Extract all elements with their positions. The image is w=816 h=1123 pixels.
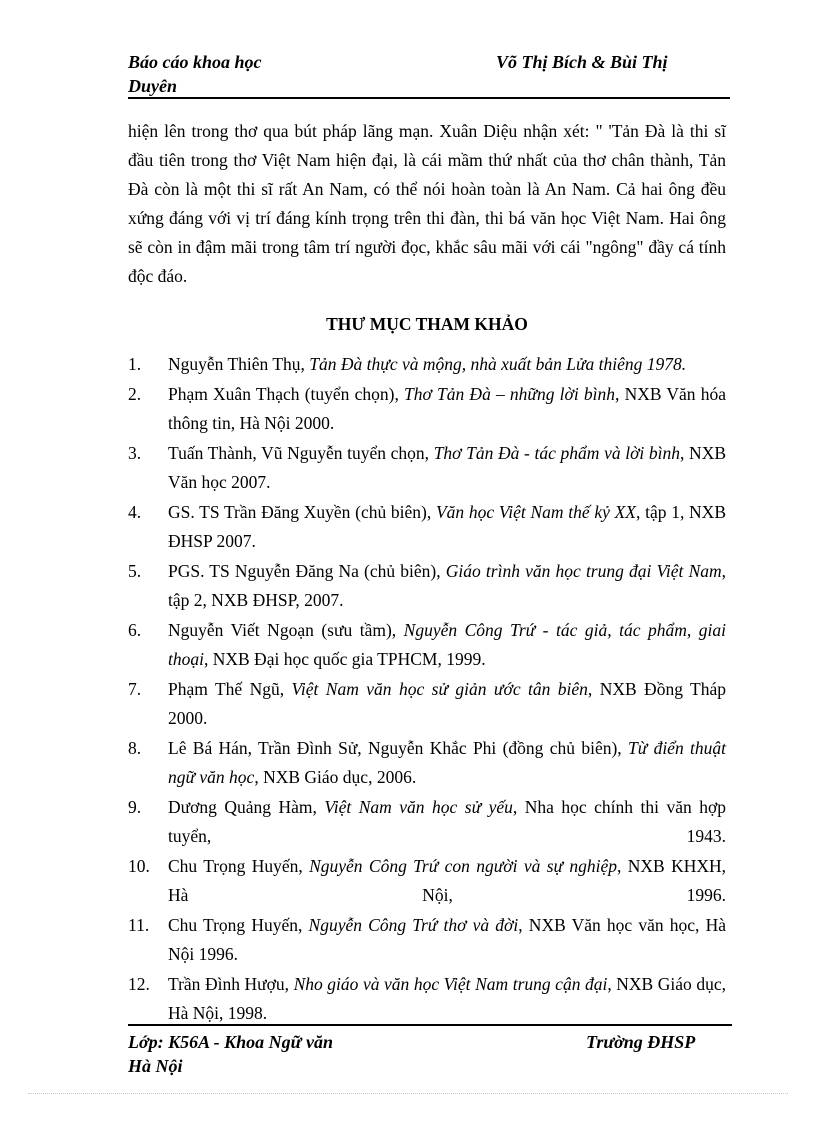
reference-number: 5. <box>128 561 142 581</box>
reference-title: Văn học Việt Nam thế kỷ XX <box>435 502 636 522</box>
reference-author: Nguyễn Viết Ngoạn (sưu tầm), <box>168 620 404 640</box>
reference-item <box>128 557 726 615</box>
reference-number: 7. <box>128 679 142 699</box>
reference-title: Nguyễn Công Trứ - tác giả, tác phẩm, giai thoại <box>168 620 727 669</box>
reference-author: Chu Trọng Huyến, <box>168 856 310 876</box>
reference-number: 2. <box>128 384 142 404</box>
reference-title: Việt Nam văn học sử giản ước tân biên <box>291 679 588 699</box>
reference-title: Từ điển thuật ngữ văn học <box>168 738 726 787</box>
reference-item <box>128 616 726 674</box>
body-paragraph: hiện lên trong thơ qua bút pháp lãng mạn. Xuân Diệu nhận xét: " 'Tản Đà là thi sĩ đầu tiên trong thơ Việt Nam hiện đại, là cái mầm thứ nhất của thơ chân thành, Tản Đà còn là một thi sĩ rất An Nam, có thể nói hoàn toàn là An Nam. Cả hai ông đều xứng đáng với vị trí đáng kính trọng trên thi đàn, thi bá văn học Việt Nam. Hai ông sẽ còn in đậm mãi trong tâm trí người đọc, khắc sâu mãi với cái "ngông" đầy cá tính độc đáo. <box>128 121 726 286</box>
reference-author: Dương Quảng Hàm, <box>168 797 325 817</box>
footer-divider <box>128 1024 732 1026</box>
reference-item <box>128 911 726 969</box>
reference-author: Phạm Thế Ngũ, <box>168 679 292 699</box>
reference-publisher: , NXB Văn học văn học, Hà Nội 1996. <box>168 915 726 964</box>
reference-author: PGS. TS Nguyễn Đăng Na (chủ biên), <box>168 561 446 581</box>
reference-publisher: , tập 1, NXB ĐHSP 2007. <box>168 502 726 551</box>
reference-item <box>128 675 726 733</box>
reference-publisher: , NXB Văn hóa thông tin, Hà Nội 2000. <box>168 384 726 433</box>
header-divider <box>128 97 730 99</box>
header-authors-continuation: Duyên <box>128 76 177 96</box>
reference-publisher: , NXB Đại học quốc gia TPHCM, 1999. <box>203 649 486 669</box>
reference-item <box>128 852 726 910</box>
reference-title: Nho giáo và văn học Việt Nam trung cận đại <box>293 974 608 994</box>
header-report-title: Báo cáo khoa học <box>128 52 262 72</box>
reference-publisher: , NXB Văn học 2007. <box>168 443 727 492</box>
reference-publisher: , NXB Giáo dục, Hà Nội, 1998. <box>168 974 726 1023</box>
reference-item <box>128 350 726 379</box>
reference-author: Tuấn Thành, Vũ Nguyễn tuyển chọn, <box>168 443 434 463</box>
reference-item <box>128 970 726 1028</box>
reference-author: Phạm Xuân Thạch (tuyển chọn), <box>168 384 405 404</box>
reference-author: GS. TS Trần Đăng Xuyền (chủ biên), <box>168 502 436 522</box>
reference-item <box>128 439 726 497</box>
footer-city: Hà Nội <box>128 1056 183 1076</box>
reference-item <box>128 380 726 438</box>
reference-item <box>128 793 726 851</box>
reference-number: 3. <box>128 443 142 463</box>
reference-item <box>128 734 726 792</box>
reference-number: 9. <box>128 797 142 817</box>
reference-author: Chu Trọng Huyến, <box>168 915 309 935</box>
reference-number: 10. <box>128 856 150 876</box>
reference-title: Thơ Tản Đà – những lời bình <box>404 384 616 404</box>
references-list <box>128 350 726 1029</box>
reference-number: 4. <box>128 502 142 522</box>
footer-class-info: Lớp: K56A - Khoa Ngữ văn <box>128 1032 333 1052</box>
reference-number: 8. <box>128 738 142 758</box>
reference-author: Trần Đình Hượu, <box>168 974 294 994</box>
reference-number: 11. <box>128 915 150 935</box>
reference-title: Tản Đà thực và mộng, nhà xuất bản Lửa thiêng 1978. <box>309 354 687 374</box>
reference-number: 1. <box>128 354 142 374</box>
reference-author: Lê Bá Hán, Trần Đình Sử, Nguyễn Khắc Phi (đồng chủ biên), <box>168 738 628 758</box>
reference-publisher: , tập 2, NXB ĐHSP, 2007. <box>168 561 726 610</box>
reference-item <box>128 498 726 556</box>
reference-number: 6. <box>128 620 142 640</box>
reference-title: Nguyễn Công Trứ con người và sự nghiệp <box>309 856 618 876</box>
reference-title: Thơ Tản Đà - tác phẩm và lời bình <box>433 443 681 463</box>
references-heading: THƯ MỤC THAM KHẢO <box>326 314 528 334</box>
reference-title: Việt Nam văn học sử yếu <box>324 797 513 817</box>
reference-publisher: , Nha học chính thi văn hợp tuyển, 1943. <box>168 797 726 846</box>
reference-publisher: , NXB Giáo dục, 2006. <box>254 767 417 787</box>
reference-publisher: , NXB Đồng Tháp 2000. <box>168 679 726 728</box>
reference-title: Nguyễn Công Trứ thơ và đời <box>308 915 519 935</box>
page-bottom-edge <box>28 1093 788 1094</box>
reference-author: Nguyễn Thiên Thụ, <box>168 354 310 374</box>
header-authors: Võ Thị Bích & Bùi Thị <box>496 52 668 72</box>
footer-university: Trường ĐHSP <box>586 1032 696 1052</box>
reference-publisher: , NXB KHXH, Hà Nội, 1996. <box>168 856 726 905</box>
reference-number: 12. <box>128 974 150 994</box>
reference-title: Giáo trình văn học trung đại Việt Nam <box>445 561 722 581</box>
